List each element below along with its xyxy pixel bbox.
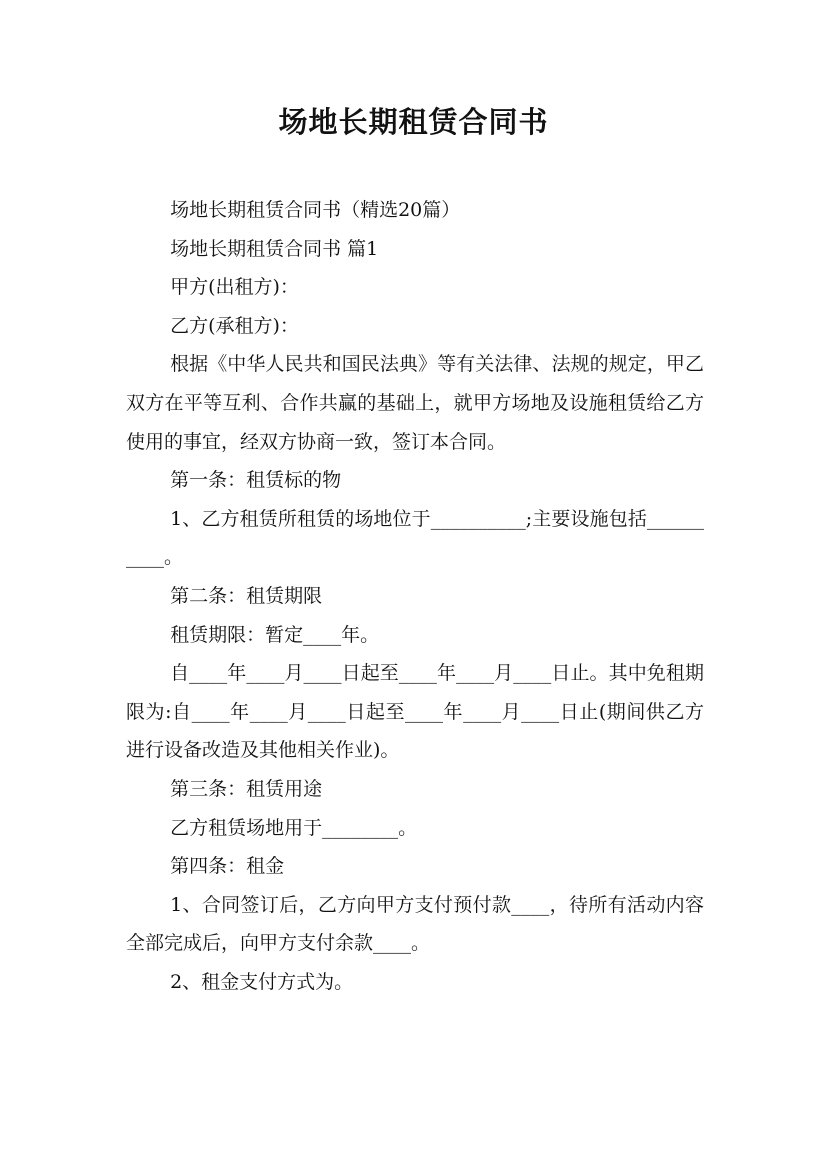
article-4-clause-1: 1、合同签订后，乙方向甲方支付预付款____，待所有活动内容全部完成后，向甲方支付余款____。 <box>126 893 704 955</box>
article-4-heading: 第四条：租金 <box>170 855 285 878</box>
article-2-term: 租赁期限：暂定____年。 <box>170 623 380 646</box>
article-3-heading: 第三条：租赁用途 <box>170 777 323 800</box>
doc-subtitle: 场地长期租赁合同书（精选20篇） <box>170 199 461 221</box>
document-title: 场地长期租赁合同书 <box>278 105 549 139</box>
article-2-heading: 第二条：租赁期限 <box>170 584 323 607</box>
document-body <box>126 191 704 1001</box>
section-heading: 场地长期租赁合同书 篇1 <box>170 237 379 260</box>
article-3-usage: 乙方租赁场地用于________。 <box>170 816 418 839</box>
party-b-line: 乙方(承租方)： <box>170 314 299 337</box>
party-a-line: 甲方(出租方)： <box>170 276 299 299</box>
article-1-heading: 第一条：租赁标的物 <box>170 469 342 492</box>
preamble-paragraph: 根据《中华人民共和国民法典》等有关法律、法规的规定，甲乙双方在平等互利、合作共赢的基础上，就甲方场地及设施租赁给乙方使用的事宜，经双方协商一致，签订本合同。 <box>126 353 704 453</box>
article-2-dates: 自____年____月____日起至____年____月____日止。其中免租期限为:自____年____月____日起至____年____月____日止(期间供乙方进行设备改造及其他相关作业)。 <box>126 662 704 762</box>
article-4-clause-2: 2、租金支付方式为。 <box>170 970 354 993</box>
article-1-clause-1: 1、乙方租赁所租赁的场地位于__________;主要设施包括__________。 <box>126 507 704 569</box>
